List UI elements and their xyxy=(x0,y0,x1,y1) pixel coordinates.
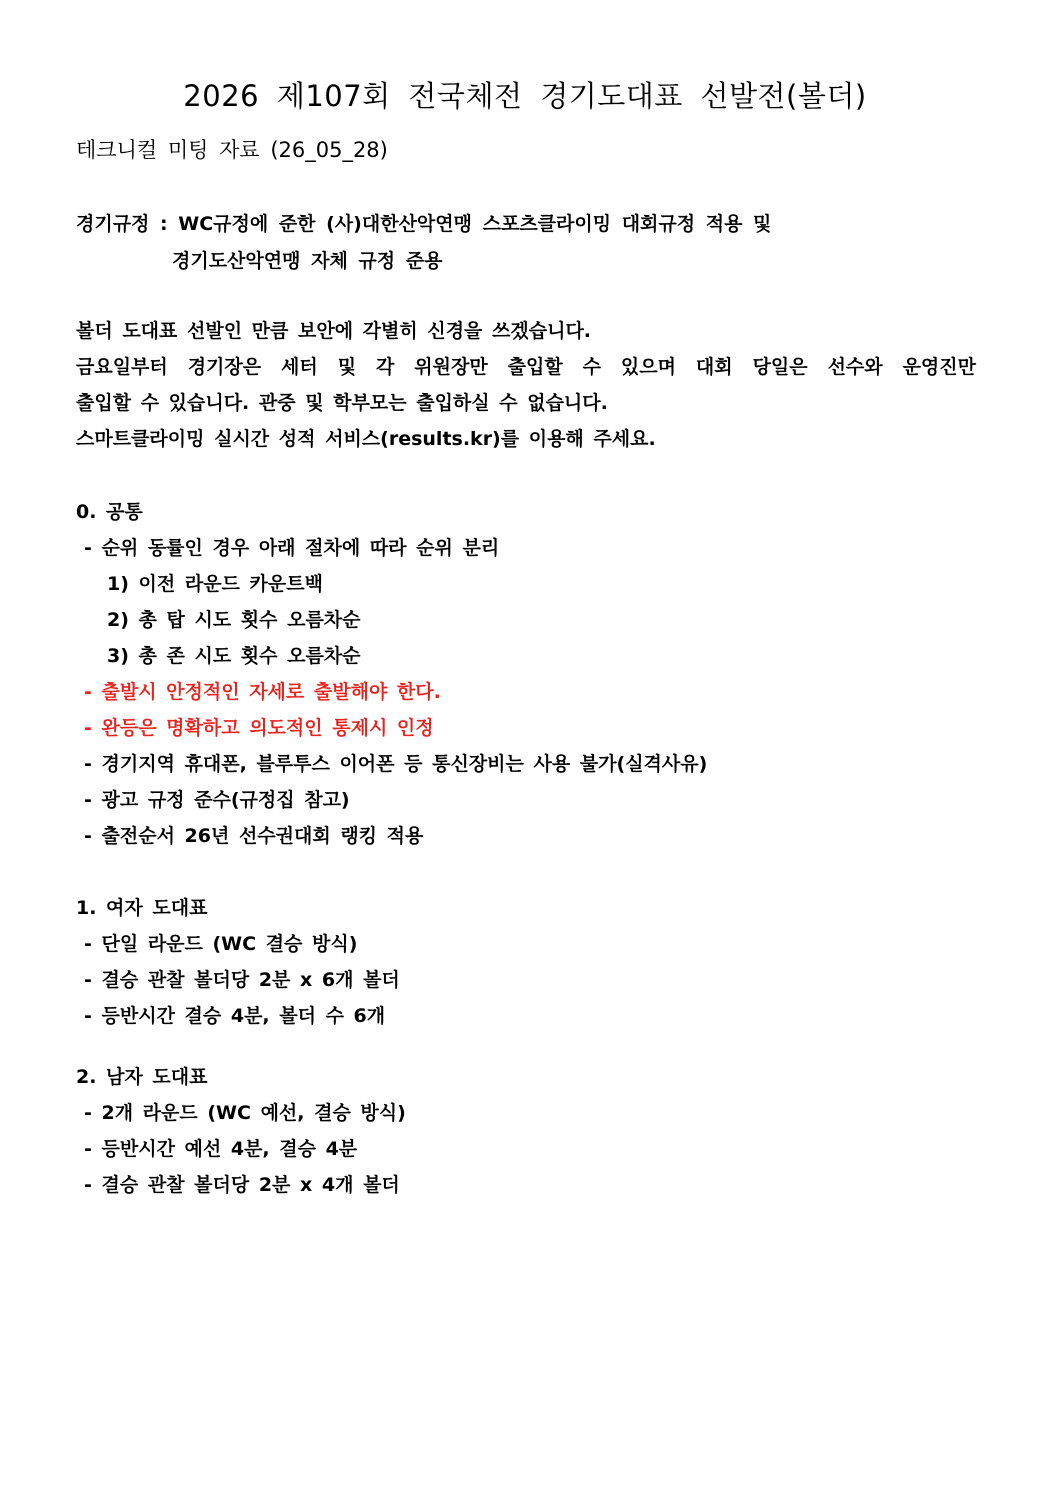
list-item: - 등반시간 예선 4분, 결승 4분 xyxy=(84,1138,358,1160)
list-item: - 단일 라운드 (WC 결승 방식) xyxy=(84,933,358,955)
notice-line: 스마트클라이밍 실시간 성적 서비스(results.kr)를 이용해 주세요. xyxy=(76,428,656,450)
notice-paragraph xyxy=(76,313,976,457)
list-item: - 경기지역 휴대폰, 블루투스 이어폰 등 통신장비는 사용 불가(실격사유) xyxy=(84,753,708,775)
list-item-highlight: - 출발시 안정적인 자세로 출발해야 한다. xyxy=(84,681,441,703)
list-subitem: 1) 이전 라운드 카운트백 xyxy=(107,573,323,595)
rules-line-1: 경기규정 : WC규정에 준한 (사)대한산악연맹 스포츠클라이밍 대회규정 적용 및 xyxy=(76,213,772,235)
list-subitem: 3) 총 존 시도 횟수 오름차순 xyxy=(107,645,361,667)
list-item: - 광고 규정 준수(규정집 참고) xyxy=(84,789,350,811)
list-item-highlight: - 완등은 명확하고 의도적인 통제시 인정 xyxy=(84,717,434,739)
section-heading: 1. 여자 도대표 xyxy=(76,897,208,919)
list-item: - 2개 라운드 (WC 예선, 결승 방식) xyxy=(84,1102,406,1124)
section-men xyxy=(76,1059,406,1203)
list-item: - 출전순서 26년 선수권대회 랭킹 적용 xyxy=(84,825,424,847)
rules-line-2: 경기도산악연맹 자체 규정 준용 xyxy=(172,250,443,272)
section-common xyxy=(76,494,707,854)
list-item: - 결승 관찰 볼더당 2분 x 4개 볼더 xyxy=(84,1174,400,1196)
list-item: - 순위 동률인 경우 아래 절차에 따라 순위 분리 xyxy=(84,537,500,559)
section-women xyxy=(76,890,400,1034)
notice-line: 출입할 수 있습니다. 관중 및 학부모는 출입하실 수 없습니다. xyxy=(76,392,608,414)
section-heading: 2. 남자 도대표 xyxy=(76,1066,208,1088)
list-item: - 등반시간 결승 4분, 볼더 수 6개 xyxy=(84,1005,386,1027)
list-item: - 결승 관찰 볼더당 2분 x 6개 볼더 xyxy=(84,969,400,991)
notice-line: 볼더 도대표 선발인 만큼 보안에 각별히 신경을 쓰겠습니다. xyxy=(76,320,592,342)
notice-line: 금요일부터 경기장은 세터 및 각 위원장만 출입할 수 있으며 대회 당일은 선수와 운영진만 xyxy=(76,356,976,378)
section-heading: 0. 공통 xyxy=(76,501,143,523)
list-subitem: 2) 총 탑 시도 횟수 오름차순 xyxy=(107,609,361,631)
document-title: 2026 제107회 전국체전 경기도대표 선발전(볼더) xyxy=(183,79,867,113)
document-subtitle: 테크니컬 미팅 자료 (26_05_28) xyxy=(76,138,388,162)
